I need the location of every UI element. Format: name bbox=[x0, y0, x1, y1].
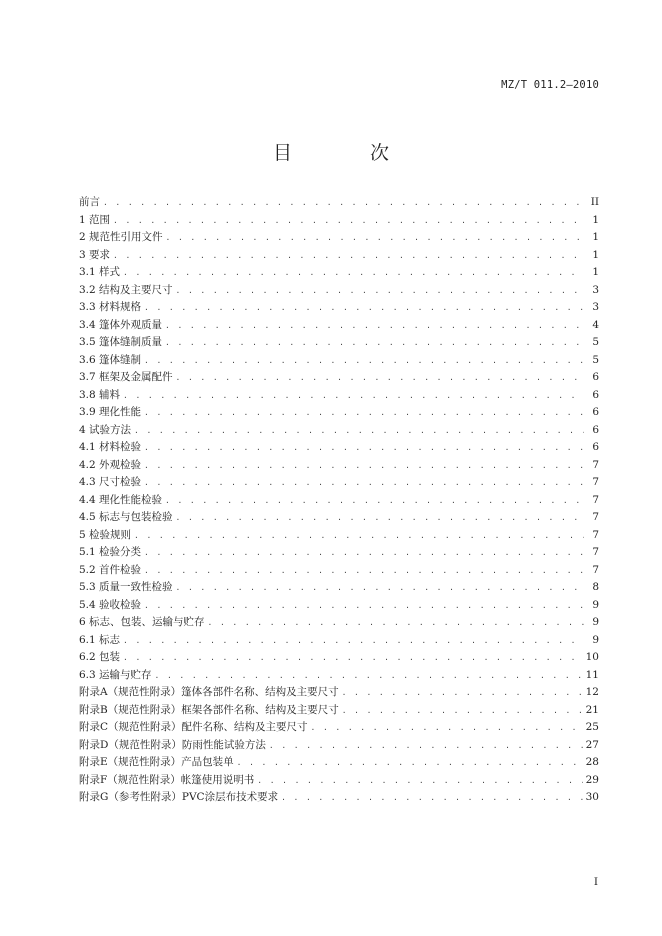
toc-entry-label: 5.1 检验分类 bbox=[79, 546, 142, 558]
toc-dot-leader bbox=[165, 334, 584, 352]
toc-entry-page: 25 bbox=[585, 721, 599, 733]
toc-entry-page: 1 bbox=[592, 266, 599, 278]
toc-dot-leader bbox=[208, 614, 584, 632]
toc-entry-page: 1 bbox=[592, 231, 599, 243]
toc-entry-page: 7 bbox=[592, 458, 599, 471]
toc-entry-page: II bbox=[590, 196, 599, 208]
toc-dot-leader bbox=[103, 194, 584, 212]
toc-entry[interactable] bbox=[79, 667, 599, 685]
toc-entry-label: 3 要求 bbox=[79, 248, 111, 261]
toc-entry-label: 5.3 质量一致性检验 bbox=[79, 581, 173, 593]
toc-dot-leader bbox=[144, 439, 584, 457]
toc-entry-page: 10 bbox=[585, 651, 599, 663]
toc-entry-label: 3.1 样式 bbox=[79, 266, 121, 278]
toc-entry-page: 11 bbox=[585, 668, 599, 681]
toc-entry-page: 5 bbox=[592, 336, 599, 348]
toc-entry[interactable] bbox=[79, 422, 599, 440]
toc-entry[interactable] bbox=[79, 229, 599, 247]
toc-entry-page: 7 bbox=[592, 528, 599, 541]
toc-entry-page: 28 bbox=[585, 756, 599, 768]
toc-entry[interactable] bbox=[79, 282, 599, 300]
toc-entry-label: 1 范围 bbox=[79, 213, 111, 226]
toc-entry[interactable] bbox=[79, 194, 599, 212]
toc-dot-leader bbox=[123, 264, 584, 282]
toc-entry-page: 6 bbox=[592, 388, 599, 401]
toc-entry[interactable] bbox=[79, 299, 599, 317]
toc-entry[interactable] bbox=[79, 212, 599, 230]
toc-entry-page: 8 bbox=[592, 581, 599, 593]
toc-dot-leader bbox=[176, 579, 584, 597]
toc-entry[interactable] bbox=[79, 772, 599, 790]
toc-dot-leader bbox=[144, 562, 584, 580]
toc-entry-page: 5 bbox=[592, 353, 599, 366]
toc-dot-leader bbox=[113, 212, 584, 230]
toc-entry-label: 3.8 辅料 bbox=[79, 388, 121, 401]
toc-entry-label: 6.3 运输与贮存 bbox=[79, 668, 152, 681]
toc-dot-leader bbox=[237, 754, 583, 772]
toc-entry-label: 3.5 篷体缝制质量 bbox=[79, 336, 163, 348]
toc-entry-page: 6 bbox=[592, 441, 599, 453]
toc-entry-label: 4.5 标志与包装检验 bbox=[79, 511, 173, 523]
toc-dot-leader bbox=[176, 369, 584, 387]
toc-entry-page: 6 bbox=[592, 423, 599, 436]
toc-entry-label: 5 检验规则 bbox=[79, 528, 132, 541]
toc-entry[interactable] bbox=[79, 649, 599, 667]
toc-entry-page: 21 bbox=[585, 703, 599, 716]
toc-entry[interactable] bbox=[79, 719, 599, 737]
toc-dot-leader bbox=[342, 702, 583, 720]
toc-dot-leader bbox=[144, 474, 584, 492]
standard-code: MZ/T 011.2—2010 bbox=[501, 79, 599, 91]
toc-entry-label: 附录D（规范性附录）防雨性能试验方法 bbox=[79, 738, 266, 751]
toc-entry[interactable] bbox=[79, 702, 599, 720]
toc-dot-leader bbox=[257, 772, 582, 790]
toc-entry[interactable] bbox=[79, 579, 599, 597]
toc-entry[interactable] bbox=[79, 544, 599, 562]
toc-entry-page: 7 bbox=[592, 476, 599, 488]
toc-entry-label: 3.2 结构及主要尺寸 bbox=[79, 283, 173, 296]
toc-dot-leader bbox=[144, 352, 584, 370]
toc-entry[interactable] bbox=[79, 562, 599, 580]
toc-dot-leader bbox=[144, 299, 584, 317]
toc-dot-leader bbox=[155, 667, 583, 685]
toc-entry-label: 3.9 理化性能 bbox=[79, 406, 142, 418]
toc-entry-label: 6.1 标志 bbox=[79, 633, 121, 646]
toc-entry-label: 附录F（规范性附录）帐篷使用说明书 bbox=[79, 773, 255, 786]
toc-dot-leader bbox=[281, 789, 583, 807]
toc-entry[interactable] bbox=[79, 684, 599, 702]
toc-entry-label: 前言 bbox=[79, 196, 100, 208]
toc-entry[interactable] bbox=[79, 247, 599, 265]
toc-entry-label: 4.4 理化性能检验 bbox=[79, 493, 163, 506]
toc-dot-leader bbox=[176, 282, 584, 300]
toc-entry-page: 1 bbox=[592, 248, 599, 261]
toc-dot-leader bbox=[134, 527, 584, 545]
toc-dot-leader bbox=[166, 229, 584, 247]
toc-entry-label: 2 规范性引用文件 bbox=[79, 231, 163, 243]
toc-entry-page: 1 bbox=[592, 213, 599, 226]
toc-entry[interactable] bbox=[79, 737, 599, 755]
toc-entry-page: 9 bbox=[592, 598, 599, 611]
toc-entry-label: 附录E（规范性附录）产品包装单 bbox=[79, 756, 234, 768]
toc-entry[interactable] bbox=[79, 509, 599, 527]
toc-entry-page: 6 bbox=[592, 371, 599, 383]
toc-entry-page: 4 bbox=[592, 318, 599, 331]
toc-entry-label: 5.4 验收检验 bbox=[79, 598, 142, 611]
toc-entry-page: 12 bbox=[585, 686, 599, 698]
toc-entry[interactable] bbox=[79, 614, 599, 632]
toc-dot-leader bbox=[144, 544, 584, 562]
table-of-contents bbox=[79, 194, 599, 807]
toc-entry[interactable] bbox=[79, 597, 599, 615]
toc-entry[interactable] bbox=[79, 457, 599, 475]
toc-entry-page: 9 bbox=[592, 633, 599, 646]
toc-entry[interactable] bbox=[79, 492, 599, 510]
toc-entry-label: 6 标志、包装、运输与贮存 bbox=[79, 616, 205, 628]
toc-dot-leader bbox=[342, 684, 583, 702]
toc-entry-label: 3.3 材料规格 bbox=[79, 301, 142, 313]
toc-entry-page: 30 bbox=[585, 791, 599, 803]
toc-entry-label: 附录A（规范性附录）篷体各部件名称、结构及主要尺寸 bbox=[79, 686, 339, 698]
toc-entry-page: 3 bbox=[592, 301, 599, 313]
toc-entry-label: 附录C（规范性附录）配件名称、结构及主要尺寸 bbox=[79, 721, 308, 733]
toc-entry[interactable] bbox=[79, 352, 599, 370]
toc-entry-label: 附录G（参考性附录）PVC涂层布技术要求 bbox=[79, 791, 279, 803]
toc-entry-label: 3.7 框架及金属配件 bbox=[79, 371, 173, 383]
toc-entry-page: 7 bbox=[592, 493, 599, 506]
toc-entry-label: 3.6 篷体缝制 bbox=[79, 353, 142, 366]
toc-entry-page: 7 bbox=[592, 546, 599, 558]
toc-entry-label: 3.4 篷体外观质量 bbox=[79, 318, 163, 331]
toc-entry-label: 附录B（规范性附录）框架各部件名称、结构及主要尺寸 bbox=[79, 703, 339, 716]
toc-entry-page: 9 bbox=[592, 616, 599, 628]
toc-entry[interactable] bbox=[79, 387, 599, 405]
toc-entry-page: 7 bbox=[592, 563, 599, 576]
page-title: 目 次 bbox=[272, 142, 426, 164]
toc-entry[interactable] bbox=[79, 439, 599, 457]
toc-entry-label: 4.2 外观检验 bbox=[79, 458, 142, 471]
toc-dot-leader bbox=[144, 597, 584, 615]
toc-dot-leader bbox=[269, 737, 583, 755]
toc-entry[interactable] bbox=[79, 527, 599, 545]
page-number: I bbox=[593, 876, 598, 888]
toc-dot-leader bbox=[144, 457, 584, 475]
toc-dot-leader bbox=[176, 509, 584, 527]
toc-entry-page: 3 bbox=[592, 283, 599, 296]
toc-entry[interactable] bbox=[79, 334, 599, 352]
toc-entry[interactable] bbox=[79, 317, 599, 335]
toc-entry-page: 27 bbox=[585, 738, 599, 751]
toc-entry[interactable] bbox=[79, 789, 599, 807]
toc-dot-leader bbox=[123, 649, 583, 667]
toc-entry-page: 29 bbox=[585, 773, 599, 786]
toc-entry[interactable] bbox=[79, 754, 599, 772]
toc-dot-leader bbox=[165, 492, 584, 510]
toc-entry-label: 5.2 首件检验 bbox=[79, 563, 142, 576]
toc-dot-leader bbox=[134, 422, 584, 440]
toc-entry-page: 7 bbox=[592, 511, 599, 523]
toc-dot-leader bbox=[123, 387, 584, 405]
toc-dot-leader bbox=[113, 247, 584, 265]
toc-dot-leader bbox=[311, 719, 583, 737]
toc-entry[interactable] bbox=[79, 264, 599, 282]
toc-entry-label: 6.2 包装 bbox=[79, 651, 121, 663]
toc-entry[interactable] bbox=[79, 474, 599, 492]
toc-dot-leader bbox=[144, 404, 584, 422]
toc-entry-page: 6 bbox=[592, 406, 599, 418]
toc-dot-leader bbox=[165, 317, 584, 335]
toc-entry-label: 4.1 材料检验 bbox=[79, 441, 142, 453]
toc-entry-label: 4 试验方法 bbox=[79, 423, 132, 436]
toc-entry-label: 4.3 尺寸检验 bbox=[79, 476, 142, 488]
toc-dot-leader bbox=[123, 632, 584, 650]
toc-entry[interactable] bbox=[79, 369, 599, 387]
toc-entry[interactable] bbox=[79, 404, 599, 422]
toc-entry[interactable] bbox=[79, 632, 599, 650]
